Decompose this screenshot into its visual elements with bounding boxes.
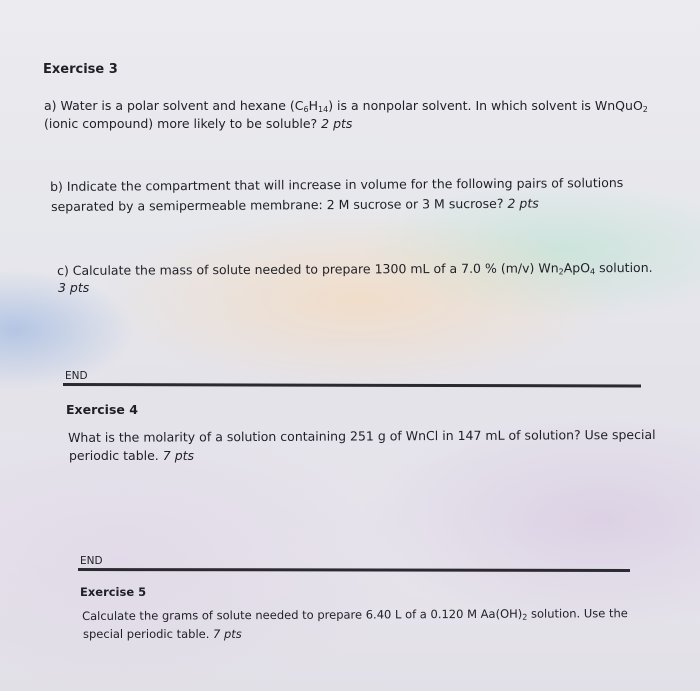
- exercise-3a-line-1: [44, 96, 648, 115]
- exercise-3c-text-3: solution.: [595, 259, 653, 276]
- exercise-3a-line-2: [44, 114, 352, 133]
- exercise-4-points: 7 pts: [162, 448, 195, 463]
- exercise-5-text-2: solution. Use the: [527, 606, 628, 621]
- exercise-5-points: 7 pts: [213, 627, 242, 641]
- exercise-3a-text-2: H: [308, 98, 319, 113]
- exercise-5-sub-1: 2: [522, 612, 528, 622]
- exercise-3-divider: [63, 383, 641, 388]
- exercise-3b-line-2-text: separated by a semipermeable membrane: 2 M sucrose or 3 M sucrose?: [51, 195, 504, 214]
- exercise-5-line-1: [82, 604, 628, 626]
- exercise-3a-sub-1: 6: [303, 105, 309, 114]
- exercise-3-title: Exercise 3: [43, 62, 118, 77]
- exercise-4-line-2: [69, 446, 194, 465]
- exercise-3c-text-1: c) Calculate the mass of solute needed to prepare 1300 mL of a 7.0 % (m/v) Wn: [57, 260, 559, 278]
- exercise-3a-sub-3: 2: [642, 105, 648, 114]
- exercise-5-title: Exercise 5: [80, 585, 147, 599]
- exercise-3b-line-1: b) Indicate the compartment that will increase in volume for the following pairs of solutions: [50, 174, 624, 194]
- exercise-4-divider: [78, 568, 630, 572]
- exercise-4-title: Exercise 4: [66, 402, 138, 417]
- exercise-3c-sub-1: 2: [558, 267, 564, 277]
- exercise-4-line-2-text: periodic table.: [69, 448, 159, 463]
- exercise-5-text-1: Calculate the grams of solute needed to prepare 6.40 L of a 0.120 M Aa(OH): [82, 606, 523, 623]
- exercise-3c-points: 3 pts: [58, 280, 90, 295]
- exercise-3a-sub-2: 14: [318, 105, 329, 114]
- exercise-3c-sub-2: 4: [590, 267, 596, 277]
- exercise-3a-text-3: ) is a nonpolar solvent. In which solvent is WnQuO: [328, 98, 643, 113]
- exercise-3a-points: 2 pts: [321, 116, 353, 131]
- exercise-3c-text-2: ApO: [563, 260, 591, 276]
- exercise-3b-points: 2 pts: [507, 195, 539, 211]
- exercise-3b-line-2: [51, 194, 539, 216]
- exercise-4-end-label: END: [80, 555, 103, 567]
- exercise-3a-line-2-text: (ionic compound) more likely to be soluble?: [44, 116, 318, 131]
- exercise-5-line-2: [83, 625, 242, 644]
- exercise-3c-line-1: [57, 258, 653, 280]
- exercise-3-end-label: END: [65, 370, 88, 382]
- exercise-3a-text-1: a) Water is a polar solvent and hexane (C: [44, 98, 304, 113]
- exercise-5-line-2-text: special periodic table.: [83, 627, 210, 641]
- exercise-4-line-1: What is the molarity of a solution containing 251 g of WnCl in 147 mL of solution? Use special: [68, 426, 656, 445]
